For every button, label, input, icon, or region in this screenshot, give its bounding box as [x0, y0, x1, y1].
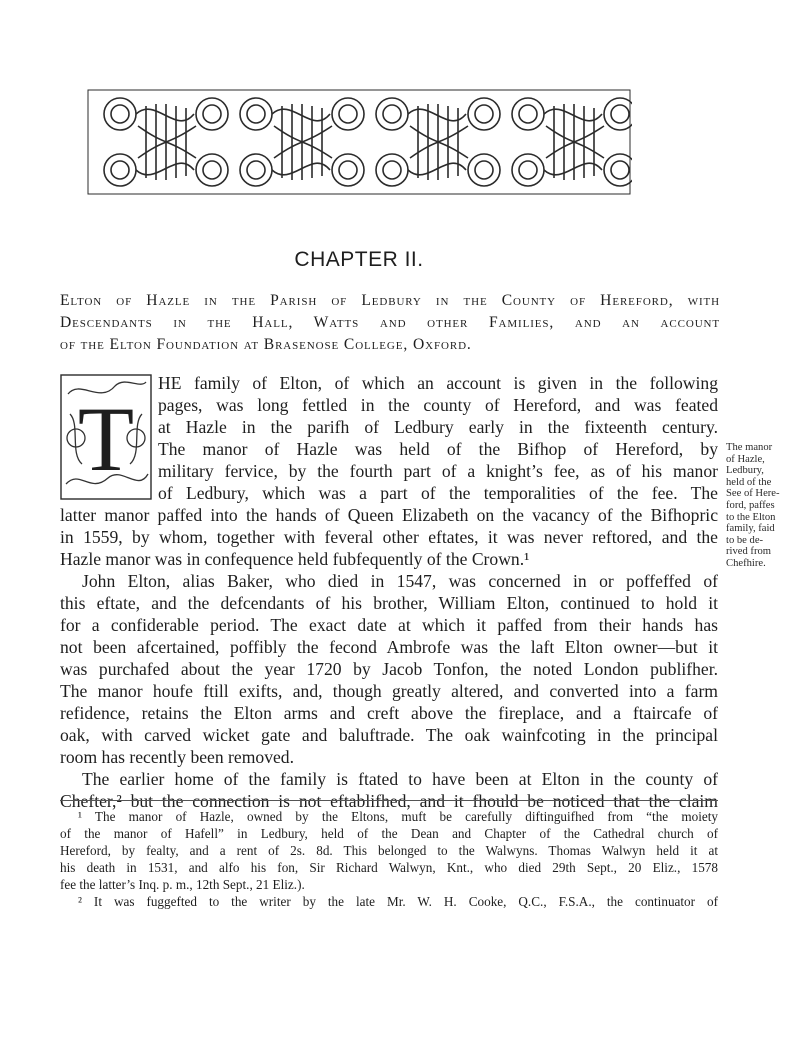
- footnote-line: of the manor of Hafell” in Ledbury, held of the Dean and Chapter of the Cathedral church of: [60, 826, 718, 841]
- ornamental-headpiece: [86, 86, 632, 198]
- body-line: in 1559, by whom, together with feveral other eftates, it was never reftored, and the: [60, 527, 718, 547]
- chapter-heading: CHAPTER II.: [294, 248, 424, 271]
- footnote-line: Hereford, by fealty, and a rent of 2s. 8d. This belonged to the Walwyns. Thomas Walwyn held it at: [60, 843, 718, 858]
- marginal-note: [726, 442, 800, 570]
- marginal-note-line: of Hazle,: [726, 453, 765, 465]
- footnote-line: ¹ The manor of Hazle, owned by the Eltons, muft be carefully diftinguifhed from “the moiety: [78, 809, 718, 824]
- marginal-note-line: to the Elton: [726, 511, 776, 523]
- body-line: of Ledbury, which was a part of the temporalities of the fee. The: [158, 483, 718, 503]
- marginal-note-line: to be de-: [726, 534, 764, 546]
- marginal-note-line: ford, paffes: [726, 499, 775, 511]
- body-line: refidence, retains the Elton arms and creft above the fireplace, and a ftaircafe of: [60, 703, 718, 723]
- chapter-title-line: Descendants in the Hall, Watts and other Families, and an account: [60, 314, 720, 331]
- body-line: The earlier home of the family is ftated to have been at Elton in the county of: [82, 769, 718, 789]
- body-line: John Elton, alias Baker, who died in 1547, was concerned in or poffeffed of: [82, 571, 718, 591]
- footnote-line: his death in 1531, and alfo his fon, Sir Richard Walwyn, Knt., who died 29th Sept., 20 Eliz., 1578: [60, 860, 718, 875]
- body-line: room has recently been removed.: [60, 747, 295, 767]
- footnote-line: ² It was fuggefted to the writer by the late Mr. W. H. Cooke, Q.C., F.S.A., the continuator of: [78, 894, 718, 909]
- body-line: HE family of Elton, of which an account is given in the following: [158, 373, 718, 393]
- body-line: The manor of Hazle was held of the Bifhop of Hereford, by: [158, 439, 718, 459]
- chapter-title-line: of the Elton Foundation at Brasenose College, Oxford.: [60, 336, 472, 353]
- body-line: for a confiderable period. The exact date at which it paffed from their hands has: [60, 615, 718, 635]
- body-line: military fervice, by the fourth part of a knight’s fee, as of his manor: [158, 461, 718, 481]
- marginal-note-line: family, faid: [726, 523, 775, 535]
- drop-capital-letter: T: [77, 388, 135, 490]
- marginal-note-line: Ledbury,: [726, 465, 764, 477]
- footnote-line: fee the latter’s Inq. p. m., 12th Sept., 21 Eliz.).: [60, 877, 305, 892]
- body-line: oak, with carved wicket gate and baluftrade. The oak wainfcoting in the principal: [60, 725, 718, 745]
- footnote-rule: [60, 800, 718, 801]
- body-line: was purchafed about the year 1720 by Jacob Tonfon, the noted London publifher.: [60, 659, 718, 679]
- body-line: not been afcertained, poffibly the fecond Ambrofe was the laft Elton owner—but it: [60, 637, 718, 657]
- marginal-note-line: rived from: [726, 546, 772, 558]
- body-line: at Hazle in the parifh of Ledbury early in the fixteenth century.: [158, 417, 718, 437]
- body-line: Hazle manor was in confequence held fubfequently of the Crown.¹: [60, 549, 530, 569]
- body-line: Chefter,² but the connection is not eftablifhed, and it fhould be noticed that the claim: [60, 791, 718, 811]
- chapter-title: [60, 290, 720, 356]
- marginal-note-line: Chefhire.: [726, 557, 766, 569]
- body-text: [60, 372, 718, 812]
- marginal-note-line: held of the: [726, 476, 772, 488]
- footnotes: [60, 808, 718, 910]
- marginal-note-line: The manor: [726, 442, 773, 453]
- body-line: this eftate, and the defcendants of his brother, William Elton, continued to hold it: [60, 593, 718, 613]
- marginal-note-line: See of Here-: [726, 488, 780, 500]
- body-line: pages, was long fettled in the county of Hereford, and was feated: [158, 395, 718, 415]
- body-line: latter manor paffed into the hands of Queen Elizabeth on the vacancy of the Bifhopric: [60, 505, 718, 525]
- chapter-title-line: Elton of Hazle in the Parish of Ledbury in the County of Hereford, with: [60, 292, 720, 309]
- body-line: The manor houfe ftill exifts, and, though greatly altered, and converted into a farm: [60, 681, 718, 701]
